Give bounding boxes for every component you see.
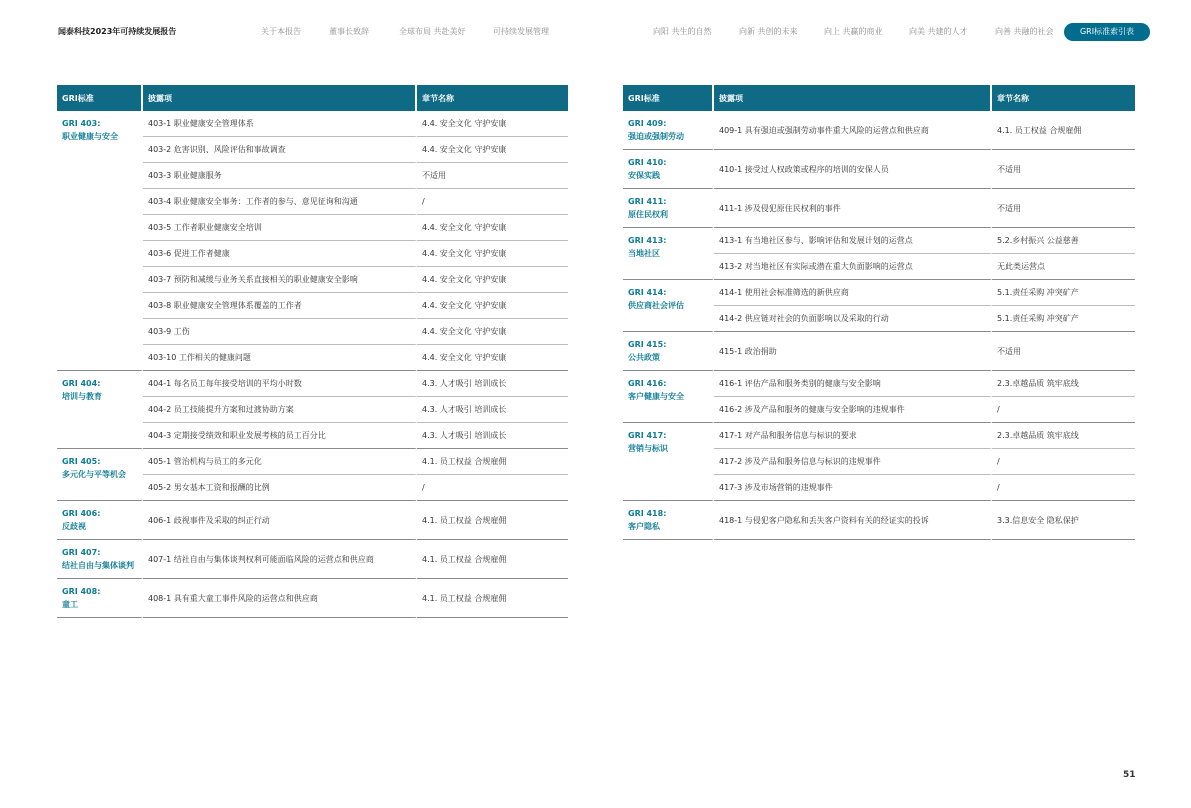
chapter-cell: 不适用	[992, 332, 1135, 371]
gri-code: GRI 411:	[628, 197, 667, 206]
chapter-cell: 3.3.信息安全 隐私保护	[992, 501, 1135, 540]
column-header-disclosure: 披露项	[143, 85, 417, 111]
gri-category-cell	[57, 579, 143, 618]
column-header-standard: GRI标准	[57, 85, 143, 111]
disclosure-cell: 415-1 政治捐助	[714, 332, 992, 371]
gri-category-cell	[57, 371, 143, 449]
chapter-cell: 4.1. 员工权益 合规雇佣	[417, 501, 568, 540]
chapter-cell: 4.3. 人才吸引 培训成长	[417, 371, 568, 397]
gri-topic-name: 强迫或强制劳动	[628, 132, 684, 141]
nav-item-about-report[interactable]: 关于本报告	[261, 27, 301, 36]
chapter-cell: 4.4. 安全文化 守护安康	[417, 215, 568, 241]
chapter-cell: 4.4. 安全文化 守护安康	[417, 241, 568, 267]
gri-category-cell	[57, 111, 143, 371]
table-row	[623, 501, 1135, 540]
gri-topic-name: 客户隐私	[628, 522, 660, 531]
column-header-standard: GRI标准	[623, 85, 714, 111]
gri-code: GRI 404:	[62, 379, 101, 388]
chapter-cell: 5.1.责任采购 冲突矿产	[992, 306, 1135, 332]
table-row	[57, 371, 568, 397]
gri-category-cell	[623, 371, 714, 423]
chapter-cell: 不适用	[992, 189, 1135, 228]
gri-topic-name: 供应商社会评估	[628, 301, 684, 310]
gri-code: GRI 403:	[62, 119, 101, 128]
table-row	[57, 540, 568, 579]
table-row	[623, 280, 1135, 306]
gri-topic-name: 多元化与平等机会	[62, 470, 126, 479]
disclosure-cell: 404-3 定期接受绩效和职业发展考核的员工百分比	[143, 423, 417, 449]
disclosure-cell: 403-9 工伤	[143, 319, 417, 345]
gri-category-cell	[623, 111, 714, 150]
gri-code: GRI 416:	[628, 379, 667, 388]
gri-topic-name: 童工	[62, 600, 78, 609]
disclosure-cell: 403-8 职业健康安全管理体系覆盖的工作者	[143, 293, 417, 319]
gri-code: GRI 410:	[628, 158, 667, 167]
column-header-disclosure: 披露项	[714, 85, 992, 111]
disclosure-cell: 413-1 有当地社区参与、影响评估和发展计划的运营点	[714, 228, 992, 254]
gri-topic-name: 培训与教育	[62, 392, 102, 401]
gri-topic-name: 营销与标识	[628, 444, 668, 453]
chapter-cell: 5.2.乡村振兴 公益慈善	[992, 228, 1135, 254]
gri-category-cell	[623, 501, 714, 540]
nav-item-talent[interactable]: 向美 共建的人才	[909, 27, 968, 36]
table-row	[623, 189, 1135, 228]
chapter-cell: /	[417, 475, 568, 501]
table-row	[57, 579, 568, 618]
column-header-chapter: 章节名称	[417, 85, 568, 111]
disclosure-cell: 417-3 涉及市场营销的违规事件	[714, 475, 992, 501]
gri-category-cell	[57, 449, 143, 501]
page-number: 51	[1123, 770, 1136, 780]
nav-item-future[interactable]: 向新 共创的未来	[739, 27, 798, 36]
table-header-row	[57, 85, 568, 111]
chapter-cell: 4.1. 员工权益 合规雇佣	[992, 111, 1135, 150]
table-body	[57, 111, 568, 618]
chapter-cell: 5.1.责任采购 冲突矿产	[992, 280, 1135, 306]
disclosure-cell: 404-1 每名员工每年接受培训的平均小时数	[143, 371, 417, 397]
nav-item-nature[interactable]: 向阳 共生的自然	[653, 27, 712, 36]
gri-category-cell	[623, 189, 714, 228]
disclosure-cell: 416-2 涉及产品和服务的健康与安全影响的违规事件	[714, 397, 992, 423]
chapter-cell: /	[992, 397, 1135, 423]
table-row	[623, 423, 1135, 449]
disclosure-cell: 403-3 职业健康服务	[143, 163, 417, 189]
chapter-cell: 4.3. 人才吸引 培训成长	[417, 423, 568, 449]
table-row	[623, 371, 1135, 397]
table-body	[623, 111, 1135, 540]
disclosure-cell: 403-4 职业健康安全事务：工作者的参与、意见征询和沟通	[143, 189, 417, 215]
disclosure-cell: 418-1 与侵犯客户隐私和丢失客户资料有关的经证实的投诉	[714, 501, 992, 540]
gri-index-table-left	[57, 85, 568, 618]
chapter-cell: 4.1. 员工权益 合规雇佣	[417, 540, 568, 579]
disclosure-cell: 403-1 职业健康安全管理体系	[143, 111, 417, 137]
chapter-cell: /	[417, 189, 568, 215]
disclosure-cell: 414-1 使用社会标准筛选的新供应商	[714, 280, 992, 306]
chapter-cell: 2.3.卓越品质 筑牢底线	[992, 423, 1135, 449]
gri-code: GRI 418:	[628, 509, 667, 518]
chapter-cell: 4.4. 安全文化 守护安康	[417, 267, 568, 293]
gri-code: GRI 415:	[628, 340, 667, 349]
chapter-cell: /	[992, 449, 1135, 475]
chapter-cell: 4.4. 安全文化 守护安康	[417, 319, 568, 345]
gri-category-cell	[623, 423, 714, 501]
nav-item-chairman-message[interactable]: 董事长致辞	[329, 27, 369, 36]
disclosure-cell: 416-1 评估产品和服务类别的健康与安全影响	[714, 371, 992, 397]
gri-category-cell	[57, 501, 143, 540]
gri-category-cell	[623, 150, 714, 189]
disclosure-cell: 410-1 接受过人权政策或程序的培训的安保人员	[714, 150, 992, 189]
table-row	[623, 150, 1135, 189]
gri-topic-name: 当地社区	[628, 249, 660, 258]
top-navigation-bar	[0, 0, 1191, 64]
gri-category-cell	[623, 280, 714, 332]
table-row	[57, 501, 568, 540]
disclosure-cell: 417-2 涉及产品和服务信息与标识的违规事件	[714, 449, 992, 475]
gri-code: GRI 408:	[62, 587, 101, 596]
chapter-cell: 4.4. 安全文化 守护安康	[417, 293, 568, 319]
disclosure-cell: 405-2 男女基本工资和报酬的比例	[143, 475, 417, 501]
table-row	[623, 332, 1135, 371]
disclosure-cell: 407-1 结社自由与集体谈判权利可能面临风险的运营点和供应商	[143, 540, 417, 579]
nav-item-society[interactable]: 向善 共融的社会	[995, 27, 1054, 36]
gri-topic-name: 公共政策	[628, 353, 660, 362]
chapter-cell: 不适用	[417, 163, 568, 189]
table-row	[623, 228, 1135, 254]
disclosure-cell: 406-1 歧视事件及采取的纠正行动	[143, 501, 417, 540]
chapter-cell: 4.1. 员工权益 合规雇佣	[417, 449, 568, 475]
disclosure-cell: 403-6 促进工作者健康	[143, 241, 417, 267]
gri-category-cell	[57, 540, 143, 579]
gri-topic-name: 安保实践	[628, 171, 660, 180]
gri-category-cell	[623, 332, 714, 371]
gri-topic-name: 结社自由与集体谈判	[62, 561, 134, 570]
disclosure-cell: 405-1 管治机构与员工的多元化	[143, 449, 417, 475]
chapter-cell: 4.4. 安全文化 守护安康	[417, 345, 568, 371]
gri-topic-name: 客户健康与安全	[628, 392, 684, 401]
gri-code: GRI 414:	[628, 288, 667, 297]
nav-item-global-layout[interactable]: 全球布局 共赴美好	[399, 27, 466, 36]
gri-topic-name: 反歧视	[62, 522, 86, 531]
gri-code: GRI 406:	[62, 509, 101, 518]
disclosure-cell: 403-10 工作相关的健康问题	[143, 345, 417, 371]
chapter-cell: 4.1. 员工权益 合规雇佣	[417, 579, 568, 618]
chapter-cell: 4.4. 安全文化 守护安康	[417, 111, 568, 137]
gri-code: GRI 405:	[62, 457, 101, 466]
gri-topic-name: 原住民权利	[628, 210, 668, 219]
report-title: 闻泰科技2023年可持续发展报告	[58, 27, 177, 36]
chapter-cell: 4.3. 人才吸引 培训成长	[417, 397, 568, 423]
chapter-cell: 无此类运营点	[992, 254, 1135, 280]
gri-code: GRI 407:	[62, 548, 101, 557]
disclosure-cell: 408-1 具有重大童工事件风险的运营点和供应商	[143, 579, 417, 618]
disclosure-cell: 409-1 具有强迫或强制劳动事件重大风险的运营点和供应商	[714, 111, 992, 150]
table-row	[57, 111, 568, 137]
table-row	[57, 449, 568, 475]
nav-item-sustainability-management[interactable]: 可持续发展管理	[493, 27, 549, 36]
nav-item-gri-index-active[interactable]: GRI标准索引表	[1064, 23, 1150, 41]
disclosure-cell: 403-7 预防和减缓与业务关系直接相关的职业健康安全影响	[143, 267, 417, 293]
gri-category-cell	[623, 228, 714, 280]
disclosure-cell: 414-2 供应链对社会的负面影响以及采取的行动	[714, 306, 992, 332]
gri-index-table-right	[623, 85, 1135, 540]
disclosure-cell: 413-2 对当地社区有实际或潜在重大负面影响的运营点	[714, 254, 992, 280]
chapter-cell: 4.4. 安全文化 守护安康	[417, 137, 568, 163]
gri-code: GRI 413:	[628, 236, 667, 245]
chapter-cell: /	[992, 475, 1135, 501]
disclosure-cell: 417-1 对产品和服务信息与标识的要求	[714, 423, 992, 449]
table-row	[623, 111, 1135, 150]
disclosure-cell: 403-5 工作者职业健康安全培训	[143, 215, 417, 241]
gri-code: GRI 409:	[628, 119, 667, 128]
chapter-cell: 2.3.卓越品质 筑牢底线	[992, 371, 1135, 397]
disclosure-cell: 411-1 涉及侵犯原住民权利的事件	[714, 189, 992, 228]
table-header-row	[623, 85, 1135, 111]
gri-topic-name: 职业健康与安全	[62, 132, 118, 141]
chapter-cell: 不适用	[992, 150, 1135, 189]
column-header-chapter: 章节名称	[992, 85, 1135, 111]
disclosure-cell: 404-2 员工技能提升方案和过渡协助方案	[143, 397, 417, 423]
disclosure-cell: 403-2 危害识别、风险评估和事故调查	[143, 137, 417, 163]
nav-item-business[interactable]: 向上 共赢的商业	[824, 27, 883, 36]
gri-code: GRI 417:	[628, 431, 667, 440]
